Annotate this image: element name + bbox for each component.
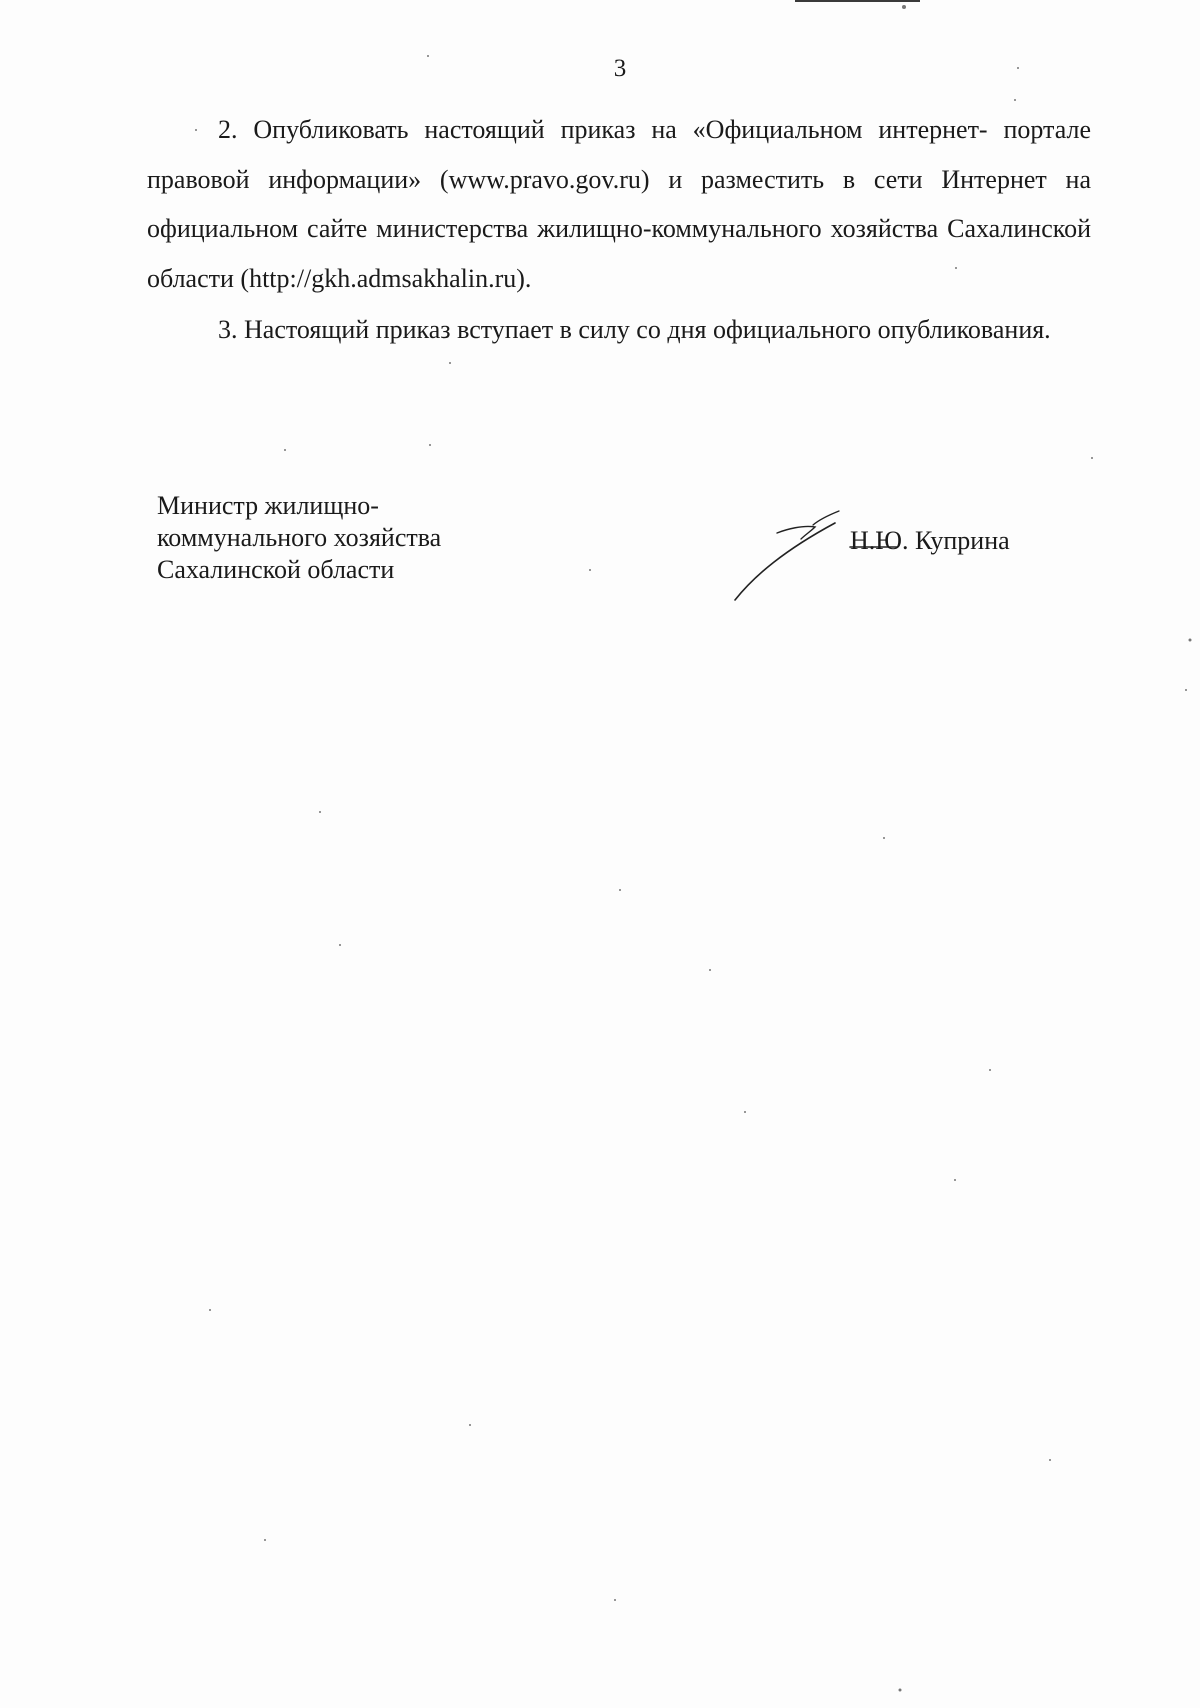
signatory-position-line: Сахалинской области bbox=[157, 555, 395, 584]
signatory-position-line: коммунального хозяйства bbox=[157, 523, 442, 552]
signatory-position-line: Министр жилищно- bbox=[157, 491, 379, 520]
page-number: 3 bbox=[613, 55, 627, 82]
scan-edge-mark bbox=[795, 0, 920, 2]
paragraph-effective-date: 3. Настоящий приказ вступает в силу со дня официального опубликования. bbox=[218, 315, 1051, 344]
signatory-name: Н.Ю. Куприна bbox=[850, 526, 1010, 555]
document-body bbox=[147, 105, 1091, 357]
signatory-position bbox=[157, 490, 441, 586]
paragraph-publication: 2. Опубликовать настоящий приказ на «Официальном интернет- портале правовой информации» (www.pravo.gov.ru) и разместить в сети Интернет на официальном сайте министерства жилищно-коммунального хозяйства Сахалинской области (http://gkh.admsakhalin.ru). bbox=[147, 115, 1091, 293]
